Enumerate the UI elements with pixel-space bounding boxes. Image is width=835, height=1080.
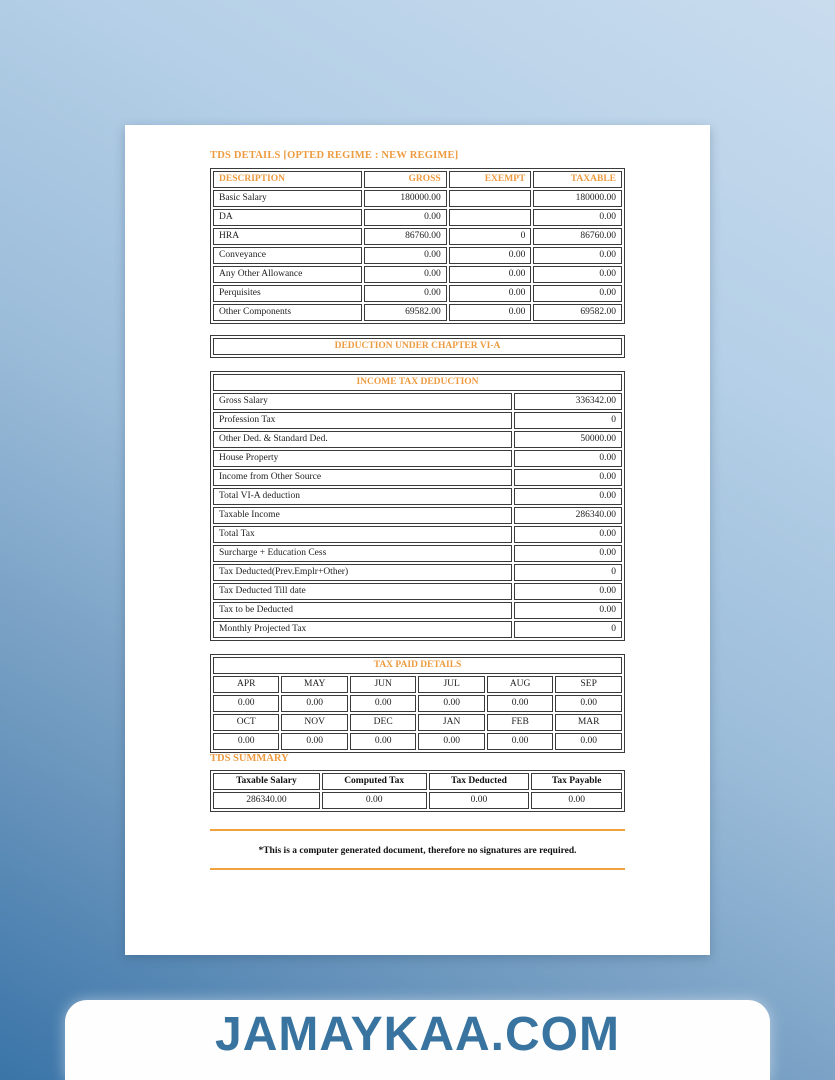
table-row [213, 190, 622, 207]
table-cell: NOV [281, 714, 347, 731]
table-cell: Other Ded. & Standard Ded. [213, 431, 512, 448]
table-cell: 0.00 [364, 247, 447, 264]
table-row [213, 412, 622, 429]
table-cell: 0.00 [555, 695, 622, 712]
table-row [213, 564, 622, 581]
table-row [213, 695, 622, 712]
table-cell: Profession Tax [213, 412, 512, 429]
table-cell: Surcharge + Education Cess [213, 545, 512, 562]
table-cell: 0.00 [514, 583, 622, 600]
table-cell: 0.00 [533, 247, 622, 264]
tds-summary-table [210, 770, 625, 812]
table-header-row [213, 374, 622, 391]
table-row [213, 602, 622, 619]
column-header: Taxable Salary [213, 773, 320, 790]
table-cell: 0 [514, 621, 622, 638]
salary-components-table [210, 168, 625, 324]
deduction-chapter-banner [210, 335, 625, 358]
income-tax-deduction-table [210, 371, 625, 641]
tds-summary-label: TDS SUMMARY [210, 753, 289, 764]
table-row [213, 545, 622, 562]
table-cell: MAY [281, 676, 347, 693]
table-cell: 286340.00 [514, 507, 622, 524]
page-title: TDS DETAILS [OPTED REGIME : NEW REGIME] [210, 150, 459, 161]
table-row [213, 338, 622, 355]
table-cell: 0.00 [487, 695, 553, 712]
table-cell: 86760.00 [364, 228, 447, 245]
table-row [213, 507, 622, 524]
table-cell: 180000.00 [364, 190, 447, 207]
table-cell: Income from Other Source [213, 469, 512, 486]
table-cell: 0.00 [364, 209, 447, 226]
table-cell: 0 [514, 412, 622, 429]
table-header-row [213, 657, 622, 674]
table-cell: 0.00 [350, 733, 416, 750]
table-row [213, 228, 622, 245]
table-cell: Monthly Projected Tax [213, 621, 512, 638]
table-cell: HRA [213, 228, 362, 245]
table-cell: DA [213, 209, 362, 226]
table-cell: AUG [487, 676, 553, 693]
table-cell: 0.00 [449, 304, 532, 321]
table-header-row [213, 773, 622, 790]
table-cell: MAR [555, 714, 622, 731]
table-cell: 0 [514, 564, 622, 581]
column-header: TAXABLE [533, 171, 622, 188]
tax-paid-details-table [210, 654, 625, 753]
table-cell: 0.00 [281, 733, 347, 750]
table-cell: 0.00 [533, 285, 622, 302]
table-cell: Tax Deducted(Prev.Emplr+Other) [213, 564, 512, 581]
table-cell: Gross Salary [213, 393, 512, 410]
deduction-banner-text: DEDUCTION UNDER CHAPTER VI-A [213, 338, 622, 355]
column-header: EXEMPT [449, 171, 532, 188]
table-cell: 0.00 [322, 792, 427, 809]
table-cell: 69582.00 [533, 304, 622, 321]
table-cell: 0.00 [514, 469, 622, 486]
table-row [213, 450, 622, 467]
table-row [213, 431, 622, 448]
table-cell: Tax Deducted Till date [213, 583, 512, 600]
table-cell: DEC [350, 714, 416, 731]
table-cell: 0.00 [533, 266, 622, 283]
section-title: TAX PAID DETAILS [213, 657, 622, 674]
table-cell: FEB [487, 714, 553, 731]
table-cell: Any Other Allowance [213, 266, 362, 283]
table-cell: 50000.00 [514, 431, 622, 448]
table-cell: Conveyance [213, 247, 362, 264]
table-cell: APR [213, 676, 279, 693]
table-cell: 0.00 [213, 695, 279, 712]
table-header-row [213, 171, 622, 188]
table-cell: 0.00 [531, 792, 622, 809]
table-row [213, 583, 622, 600]
table-cell: 0.00 [364, 266, 447, 283]
table-row [213, 285, 622, 302]
footer-divider-top [210, 829, 625, 831]
footer-block [210, 829, 625, 870]
table-cell: 0.00 [449, 266, 532, 283]
table-row [213, 792, 622, 809]
table-cell: 180000.00 [533, 190, 622, 207]
section-title: INCOME TAX DEDUCTION [213, 374, 622, 391]
column-header: Tax Payable [531, 773, 622, 790]
table-cell: 0.00 [514, 450, 622, 467]
table-cell: 0.00 [514, 602, 622, 619]
table-row [213, 304, 622, 321]
site-banner-text: JAMAYKAA.COM [215, 1007, 620, 1061]
column-header: GROSS [364, 171, 447, 188]
footer-note: *This is a computer generated document, therefore no signatures are required. [258, 846, 577, 856]
document-page [125, 125, 710, 955]
footer-divider-bottom [210, 868, 625, 870]
table-row [213, 621, 622, 638]
table-cell: 0.00 [418, 733, 484, 750]
table-row [213, 526, 622, 543]
table-cell: 0 [449, 228, 532, 245]
table-cell: OCT [213, 714, 279, 731]
table-cell: JUN [350, 676, 416, 693]
table-cell: 0.00 [449, 247, 532, 264]
table-row [213, 266, 622, 283]
table-cell: Total Tax [213, 526, 512, 543]
table-cell: 0.00 [449, 285, 532, 302]
table-cell: SEP [555, 676, 622, 693]
table-row [213, 247, 622, 264]
column-header: Tax Deducted [429, 773, 530, 790]
table-cell: 0.00 [364, 285, 447, 302]
table-row [213, 393, 622, 410]
site-banner [65, 1000, 770, 1080]
table-cell: 69582.00 [364, 304, 447, 321]
column-header: DESCRIPTION [213, 171, 362, 188]
table-row [213, 676, 622, 693]
table-cell: Other Components [213, 304, 362, 321]
table-cell: Taxable Income [213, 507, 512, 524]
table-row [213, 733, 622, 750]
table-cell: Tax to be Deducted [213, 602, 512, 619]
table-cell: 0.00 [418, 695, 484, 712]
table-cell: Basic Salary [213, 190, 362, 207]
table-row [213, 209, 622, 226]
column-header: Computed Tax [322, 773, 427, 790]
table-cell: 0.00 [555, 733, 622, 750]
table-cell [449, 209, 532, 226]
table-cell: Perquisites [213, 285, 362, 302]
table-cell: 336342.00 [514, 393, 622, 410]
table-cell: JUL [418, 676, 484, 693]
table-cell: 0.00 [514, 488, 622, 505]
table-cell: 286340.00 [213, 792, 320, 809]
table-row [213, 488, 622, 505]
table-row [213, 714, 622, 731]
table-cell: 86760.00 [533, 228, 622, 245]
table-row [213, 469, 622, 486]
table-cell [449, 190, 532, 207]
table-cell: 0.00 [429, 792, 530, 809]
table-cell: 0.00 [533, 209, 622, 226]
table-cell: JAN [418, 714, 484, 731]
table-cell: Total VI-A deduction [213, 488, 512, 505]
table-cell: 0.00 [281, 695, 347, 712]
table-cell: 0.00 [514, 526, 622, 543]
table-cell: 0.00 [487, 733, 553, 750]
table-cell: 0.00 [514, 545, 622, 562]
table-cell: House Property [213, 450, 512, 467]
table-cell: 0.00 [213, 733, 279, 750]
table-cell: 0.00 [350, 695, 416, 712]
